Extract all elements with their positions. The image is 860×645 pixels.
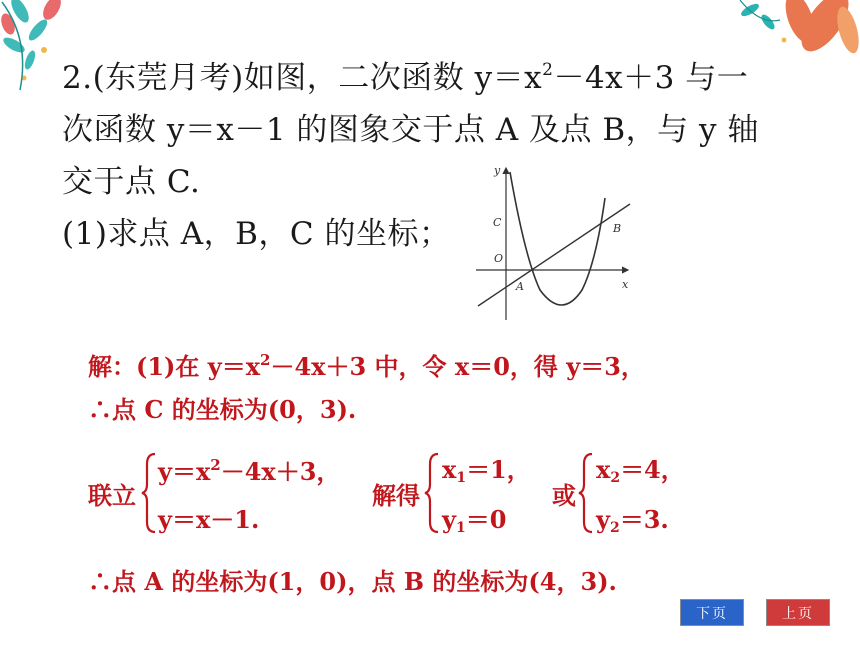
question-1: (1)求点 A，B，C 的坐标； [62,216,451,252]
problem-line-3: 交于点 C. [62,164,201,200]
solution-step-1-exponent: 2 [260,351,271,369]
solution-step-2: ∴点 C 的坐标为(0，3). [88,395,357,424]
equation-1-prefix: y＝x [158,457,211,486]
or-label: 或 [552,481,576,510]
problem-line-1-suffix: －4x＋3 与一 [553,60,749,96]
solution-2-y [596,505,669,536]
problem-line-1-prefix: 2.(东莞月考)如图，二次函数 y＝x [62,60,543,96]
solution-1-x-var: x [442,455,457,484]
solution-2-x-var: x [596,455,611,484]
solution-step-1 [88,353,645,379]
solve-label: 解得 [372,481,420,510]
solution-2-x-subscript: 2 [610,470,621,486]
label-point-a: A [516,280,524,293]
label-point-b: B [613,222,622,235]
solution-2-x [596,455,685,486]
next-page-button[interactable]: 下页 [680,599,744,626]
solution-1-y-subscript: 1 [455,520,466,536]
solution-1-x [442,455,531,486]
solution-1-y-var: y [442,505,456,534]
solution-2-x-value: ＝4， [620,455,685,484]
solution-conclusion: ∴点 A 的坐标为(1，0)，点 B 的坐标为(4，3). [88,567,617,596]
parabola-curve [510,172,605,305]
label-y-axis: y [494,164,501,177]
solution-1-y-value: ＝0 [465,505,507,534]
equation-2: y＝x－1. [158,505,260,534]
solution-1-x-value: ＝1， [466,455,531,484]
label-point-c: C [493,216,502,229]
label-x-axis: x [622,278,629,291]
label-origin: O [494,252,504,265]
problem-exponent: 2 [542,60,554,80]
solution-2-y-var: y [596,505,610,534]
solution-2-y-subscript: 2 [609,520,620,536]
solution-2-brace-icon [578,452,594,534]
solution-1-brace-icon [424,452,440,534]
solution-step-1-suffix: －4x＋3 中，令 x＝0，得 y＝3， [270,352,645,381]
equation-1-exponent: 2 [210,456,221,474]
system-label: 联立 [88,481,136,510]
system-brace-icon [141,452,157,534]
problem-line-1 [62,62,748,94]
equation-1 [158,458,340,484]
problem-line-2: 次函数 y＝x－1 的图象交于点 A 及点 B，与 y 轴 [62,112,759,148]
function-graph-figure [470,158,640,324]
solution-1-y [442,505,507,536]
equation-1-suffix: －4x＋3， [220,457,341,486]
solution-2-y-value: ＝3. [619,505,669,534]
previous-page-button[interactable]: 上页 [766,599,830,626]
solution-1-x-subscript: 1 [456,470,467,486]
solution-step-1-prefix: 解：(1)在 y＝x [88,352,261,381]
